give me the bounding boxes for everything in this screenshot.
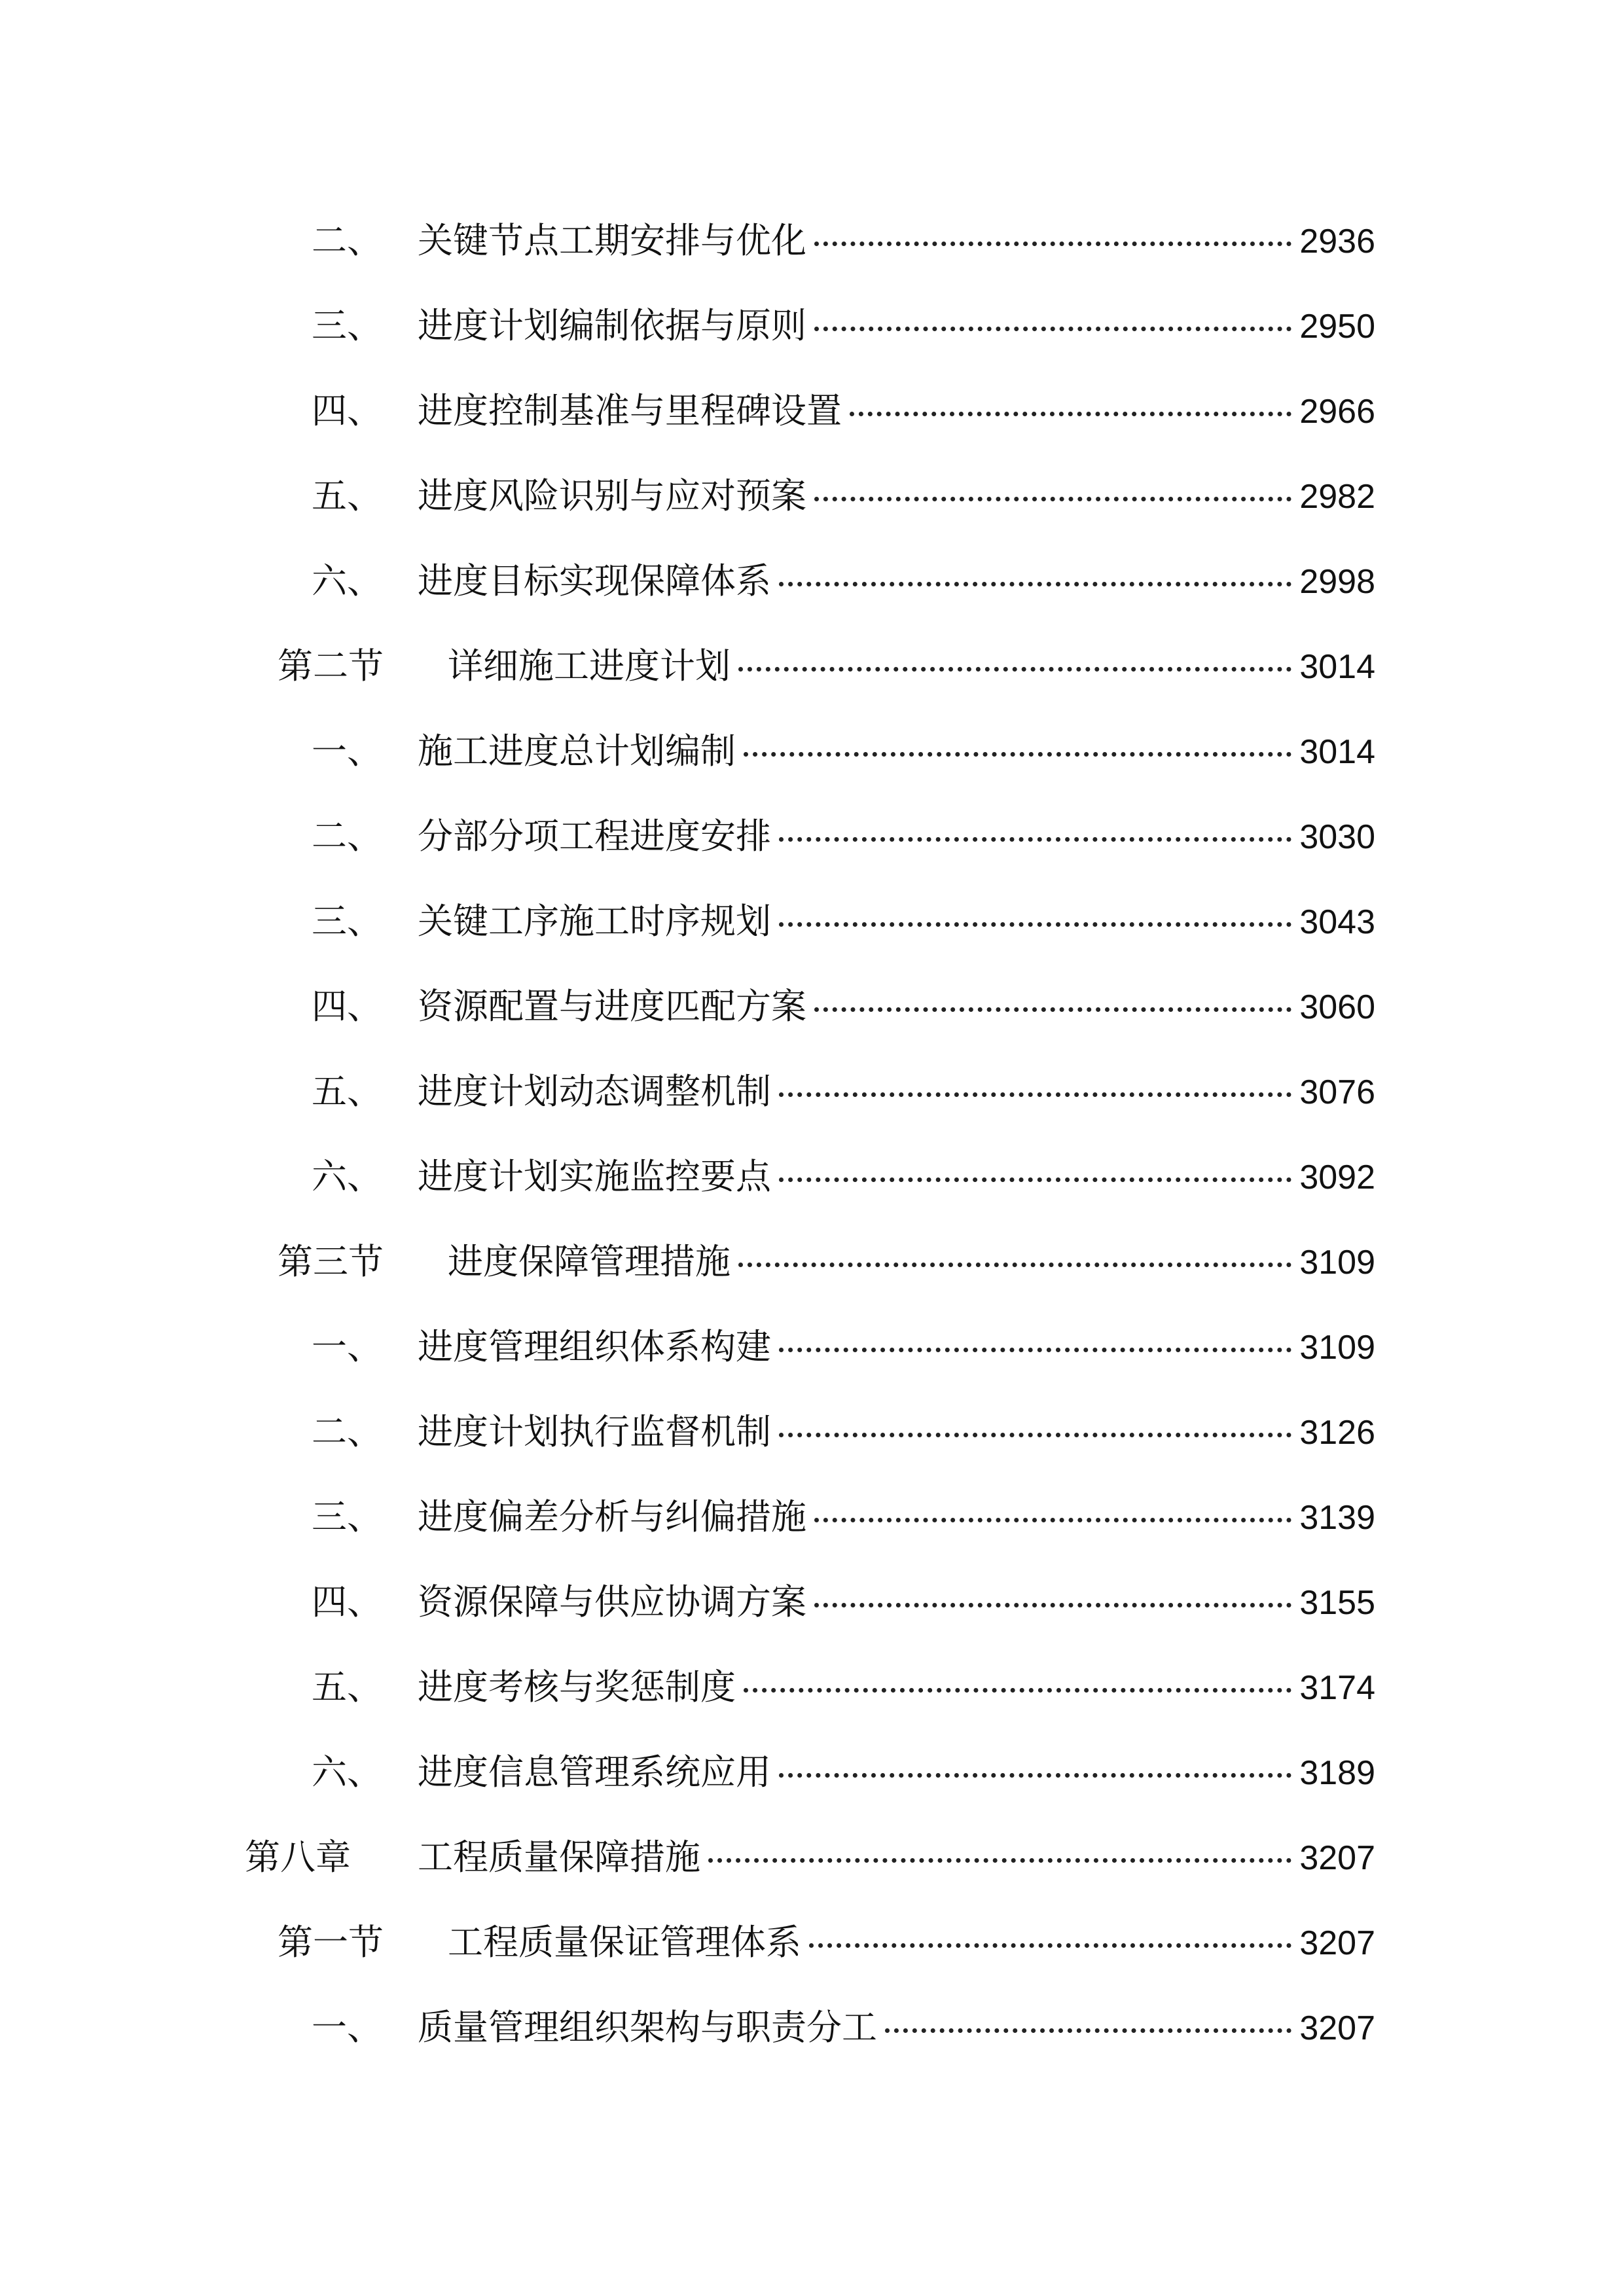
toc-entry[interactable] (0, 1141, 1624, 1213)
toc-entry-body (418, 886, 1375, 958)
toc-entry-body (418, 545, 1375, 618)
toc-entry-number: 五、 (312, 1071, 382, 1112)
toc-entry-number: 第三节 (278, 1241, 384, 1282)
toc-entry[interactable] (0, 886, 1624, 958)
toc-entry-number: 三、 (312, 901, 382, 942)
toc-entry-page: 3207 (1299, 2009, 1375, 2047)
toc-entry[interactable] (0, 800, 1624, 872)
toc-entry-body (448, 1226, 1375, 1299)
toc-entry[interactable] (0, 1566, 1624, 1638)
toc-entry-page: 2950 (1299, 308, 1375, 346)
toc-entry-body (418, 1566, 1375, 1639)
toc-entry[interactable] (0, 1311, 1624, 1383)
dot-leader (779, 582, 1291, 586)
toc-entry-page: 3014 (1299, 648, 1375, 686)
toc-entry-body (418, 205, 1375, 278)
toc-entry-number: 一、 (312, 2007, 382, 2048)
toc-entry[interactable] (0, 971, 1624, 1043)
toc-entry-body (448, 1907, 1375, 1979)
toc-entry-body (448, 630, 1375, 703)
toc-entry-page: 3155 (1299, 1584, 1375, 1622)
toc-entry-body (418, 715, 1375, 788)
dot-leader (885, 2028, 1291, 2033)
toc-entry-body (418, 1992, 1375, 2064)
toc-entry-number: 三、 (312, 305, 382, 346)
toc-entry-body (418, 1141, 1375, 1213)
toc-entry-title: 关键节点工期安排与优化 (418, 220, 806, 261)
toc-entry-body (418, 1396, 1375, 1469)
toc-entry-body (418, 1821, 1375, 1894)
toc-entry-number: 一、 (312, 730, 382, 772)
toc-entry-number: 三、 (312, 1496, 382, 1537)
toc-entry[interactable] (0, 460, 1624, 532)
toc-entry[interactable] (0, 1992, 1624, 2064)
toc-entry-number: 二、 (312, 1411, 382, 1452)
toc-entry[interactable] (0, 1056, 1624, 1128)
toc-entry-title: 进度计划编制依据与原则 (418, 305, 806, 346)
toc-entry-page: 3014 (1299, 733, 1375, 771)
toc-entry[interactable] (0, 1821, 1624, 1893)
toc-entry-title: 进度保障管理措施 (448, 1241, 731, 1282)
toc-entry-title: 进度目标实现保障体系 (418, 560, 771, 601)
toc-entry-page: 3060 (1299, 988, 1375, 1026)
toc-entry-body (418, 1651, 1375, 1724)
toc-entry-number: 四、 (312, 986, 382, 1027)
toc-entry-page: 2982 (1299, 478, 1375, 516)
dot-leader (738, 667, 1291, 672)
toc-entry-title: 进度考核与奖惩制度 (418, 1666, 736, 1708)
toc-entry-number: 四、 (312, 1581, 382, 1623)
toc-entry-title: 详细施工进度计划 (448, 645, 731, 687)
toc-entry-body (418, 1056, 1375, 1128)
toc-entry[interactable] (0, 1226, 1624, 1298)
toc-entry[interactable] (0, 375, 1624, 447)
toc-entry-page: 3076 (1299, 1073, 1375, 1111)
dot-leader (708, 1858, 1291, 1863)
dot-leader (744, 1688, 1291, 1693)
dot-leader (779, 1092, 1291, 1097)
toc-entry-number: 二、 (312, 816, 382, 857)
toc-entry-body (418, 460, 1375, 533)
dot-leader (814, 1007, 1291, 1012)
toc-entry-page: 3126 (1299, 1414, 1375, 1452)
toc-entry-body (418, 1736, 1375, 1809)
dot-leader (779, 1177, 1291, 1182)
toc-entry-number: 五、 (312, 475, 382, 516)
toc-entry-page: 3109 (1299, 1329, 1375, 1367)
toc-entry-page: 3174 (1299, 1669, 1375, 1707)
toc-entry-page: 3030 (1299, 818, 1375, 856)
toc-entry-title: 资源保障与供应协调方案 (418, 1581, 806, 1623)
toc-entry-title: 进度计划执行监督机制 (418, 1411, 771, 1452)
toc-entry-page: 3207 (1299, 1839, 1375, 1877)
toc-entry-title: 资源配置与进度匹配方案 (418, 986, 806, 1027)
toc-entry-number: 一、 (312, 1326, 382, 1367)
toc-entry-page: 2936 (1299, 223, 1375, 260)
dot-leader (744, 752, 1291, 757)
toc-entry[interactable] (0, 1396, 1624, 1468)
toc-entry[interactable] (0, 1907, 1624, 1979)
toc-entry-title: 进度风险识别与应对预案 (418, 475, 806, 516)
toc-entry-number: 第一节 (278, 1922, 384, 1963)
toc-entry-body (418, 290, 1375, 363)
toc-entry-page: 3139 (1299, 1499, 1375, 1537)
toc-entry[interactable] (0, 1481, 1624, 1553)
toc-entry-title: 关键工序施工时序规划 (418, 901, 771, 942)
toc-entry-body (418, 375, 1375, 448)
toc-entry-page: 3043 (1299, 903, 1375, 941)
dot-leader (779, 1433, 1291, 1437)
toc-entry-title: 进度计划动态调整机制 (418, 1071, 771, 1112)
toc-entry[interactable] (0, 715, 1624, 787)
toc-entry-number: 六、 (312, 560, 382, 601)
dot-leader (779, 1773, 1291, 1778)
toc-entry-number: 第八章 (245, 1837, 351, 1878)
toc-entry-body (418, 971, 1375, 1043)
toc-entry[interactable] (0, 630, 1624, 702)
toc-entry-title: 工程质量保障措施 (418, 1837, 700, 1878)
dot-leader (814, 327, 1291, 331)
toc-entry-page: 3189 (1299, 1754, 1375, 1792)
toc-entry-page: 3207 (1299, 1924, 1375, 1962)
toc-entry[interactable] (0, 1736, 1624, 1808)
dot-leader (738, 1263, 1291, 1267)
toc-entry-number: 六、 (312, 1156, 382, 1197)
dot-leader (779, 1348, 1291, 1352)
toc-entry-body (418, 1481, 1375, 1554)
toc-entry-page: 3092 (1299, 1158, 1375, 1196)
toc-entry-number: 六、 (312, 1751, 382, 1793)
toc-entry-number: 五、 (312, 1666, 382, 1708)
toc-entry-title: 质量管理组织架构与职责分工 (418, 2007, 877, 2048)
toc-entry-body (418, 1311, 1375, 1384)
toc-entry-page: 2998 (1299, 563, 1375, 601)
toc-entry-body (418, 800, 1375, 873)
toc-entry-page: 3109 (1299, 1244, 1375, 1282)
toc-entry-page: 2966 (1299, 393, 1375, 431)
dot-leader (779, 922, 1291, 927)
dot-leader (809, 1943, 1291, 1948)
toc-entry-title: 分部分项工程进度安排 (418, 816, 771, 857)
toc-entry-title: 进度控制基准与里程碑设置 (418, 390, 842, 431)
toc-entry-number: 第二节 (278, 645, 384, 687)
toc-entry-title: 进度管理组织体系构建 (418, 1326, 771, 1367)
toc-entry-title: 进度信息管理系统应用 (418, 1751, 771, 1793)
dot-leader (814, 242, 1291, 246)
dot-leader (850, 412, 1291, 416)
toc-entry[interactable] (0, 205, 1624, 277)
toc-entry-title: 施工进度总计划编制 (418, 730, 736, 772)
toc-entry[interactable] (0, 1651, 1624, 1723)
dot-leader (814, 497, 1291, 501)
toc-entry[interactable] (0, 545, 1624, 617)
toc-entry-number: 四、 (312, 390, 382, 431)
dot-leader (779, 837, 1291, 842)
dot-leader (814, 1518, 1291, 1522)
toc-entry-title: 进度偏差分析与纠偏措施 (418, 1496, 806, 1537)
toc-entry[interactable] (0, 290, 1624, 362)
toc-entry-title: 工程质量保证管理体系 (448, 1922, 801, 1963)
toc-entry-title: 进度计划实施监控要点 (418, 1156, 771, 1197)
dot-leader (814, 1603, 1291, 1607)
toc-entry-number: 二、 (312, 220, 382, 261)
